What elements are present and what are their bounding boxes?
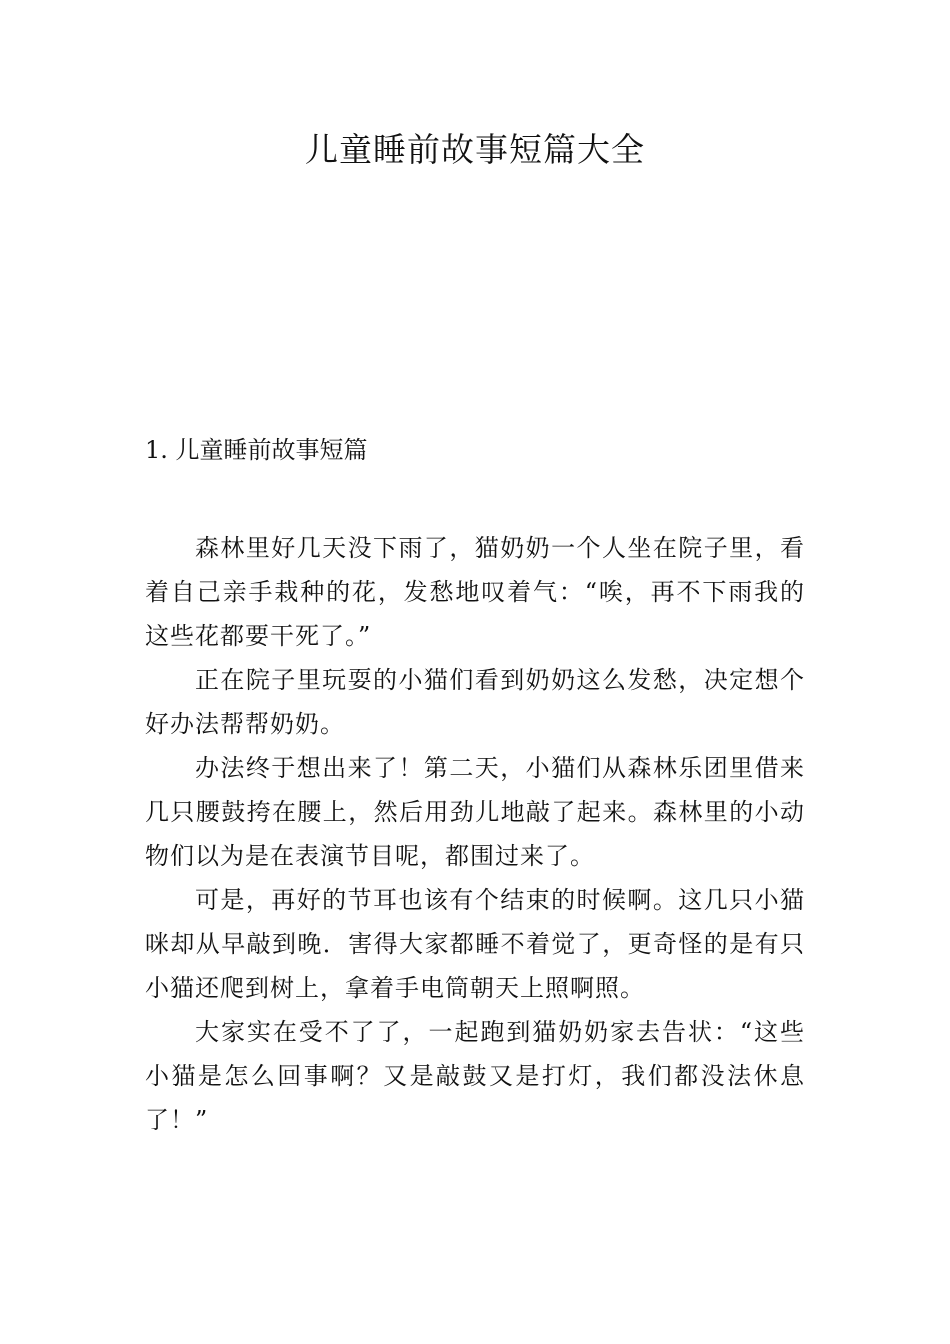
story-paragraph: 办法终于想出来了！第二天，小猫们从森林乐团里借来几只腰鼓挎在腰上，然后用劲儿地敲了起来。森林里的小动物们以为是在表演节目呢，都围过来了。 xyxy=(145,754,805,870)
section-heading: 1. 儿童睡前故事短篇 xyxy=(145,436,368,464)
story-paragraph: 正在院子里玩耍的小猫们看到奶奶这么发愁，决定想个好办法帮帮奶奶。 xyxy=(145,666,805,738)
story-body xyxy=(145,526,805,1142)
story-paragraph: 大家实在受不了了，一起跑到猫奶奶家去告状：“这些小猫是怎么回事啊？又是敲鼓又是打灯，我们都没法休息了！” xyxy=(145,1018,805,1134)
story-paragraph: 森林里好几天没下雨了，猫奶奶一个人坐在院子里，看着自己亲手栽种的花，发愁地叹着气：“唉，再不下雨我的这些花都要干死了。” xyxy=(145,534,805,650)
document-title: 儿童睡前故事短篇大全 xyxy=(305,130,645,169)
story-paragraph: 可是，再好的节耳也该有个结束的时候啊。这几只小猫咪却从早敲到晚．害得大家都睡不着觉了，更奇怪的是有只小猫还爬到树上，拿着手电筒朝天上照啊照。 xyxy=(145,886,805,1002)
